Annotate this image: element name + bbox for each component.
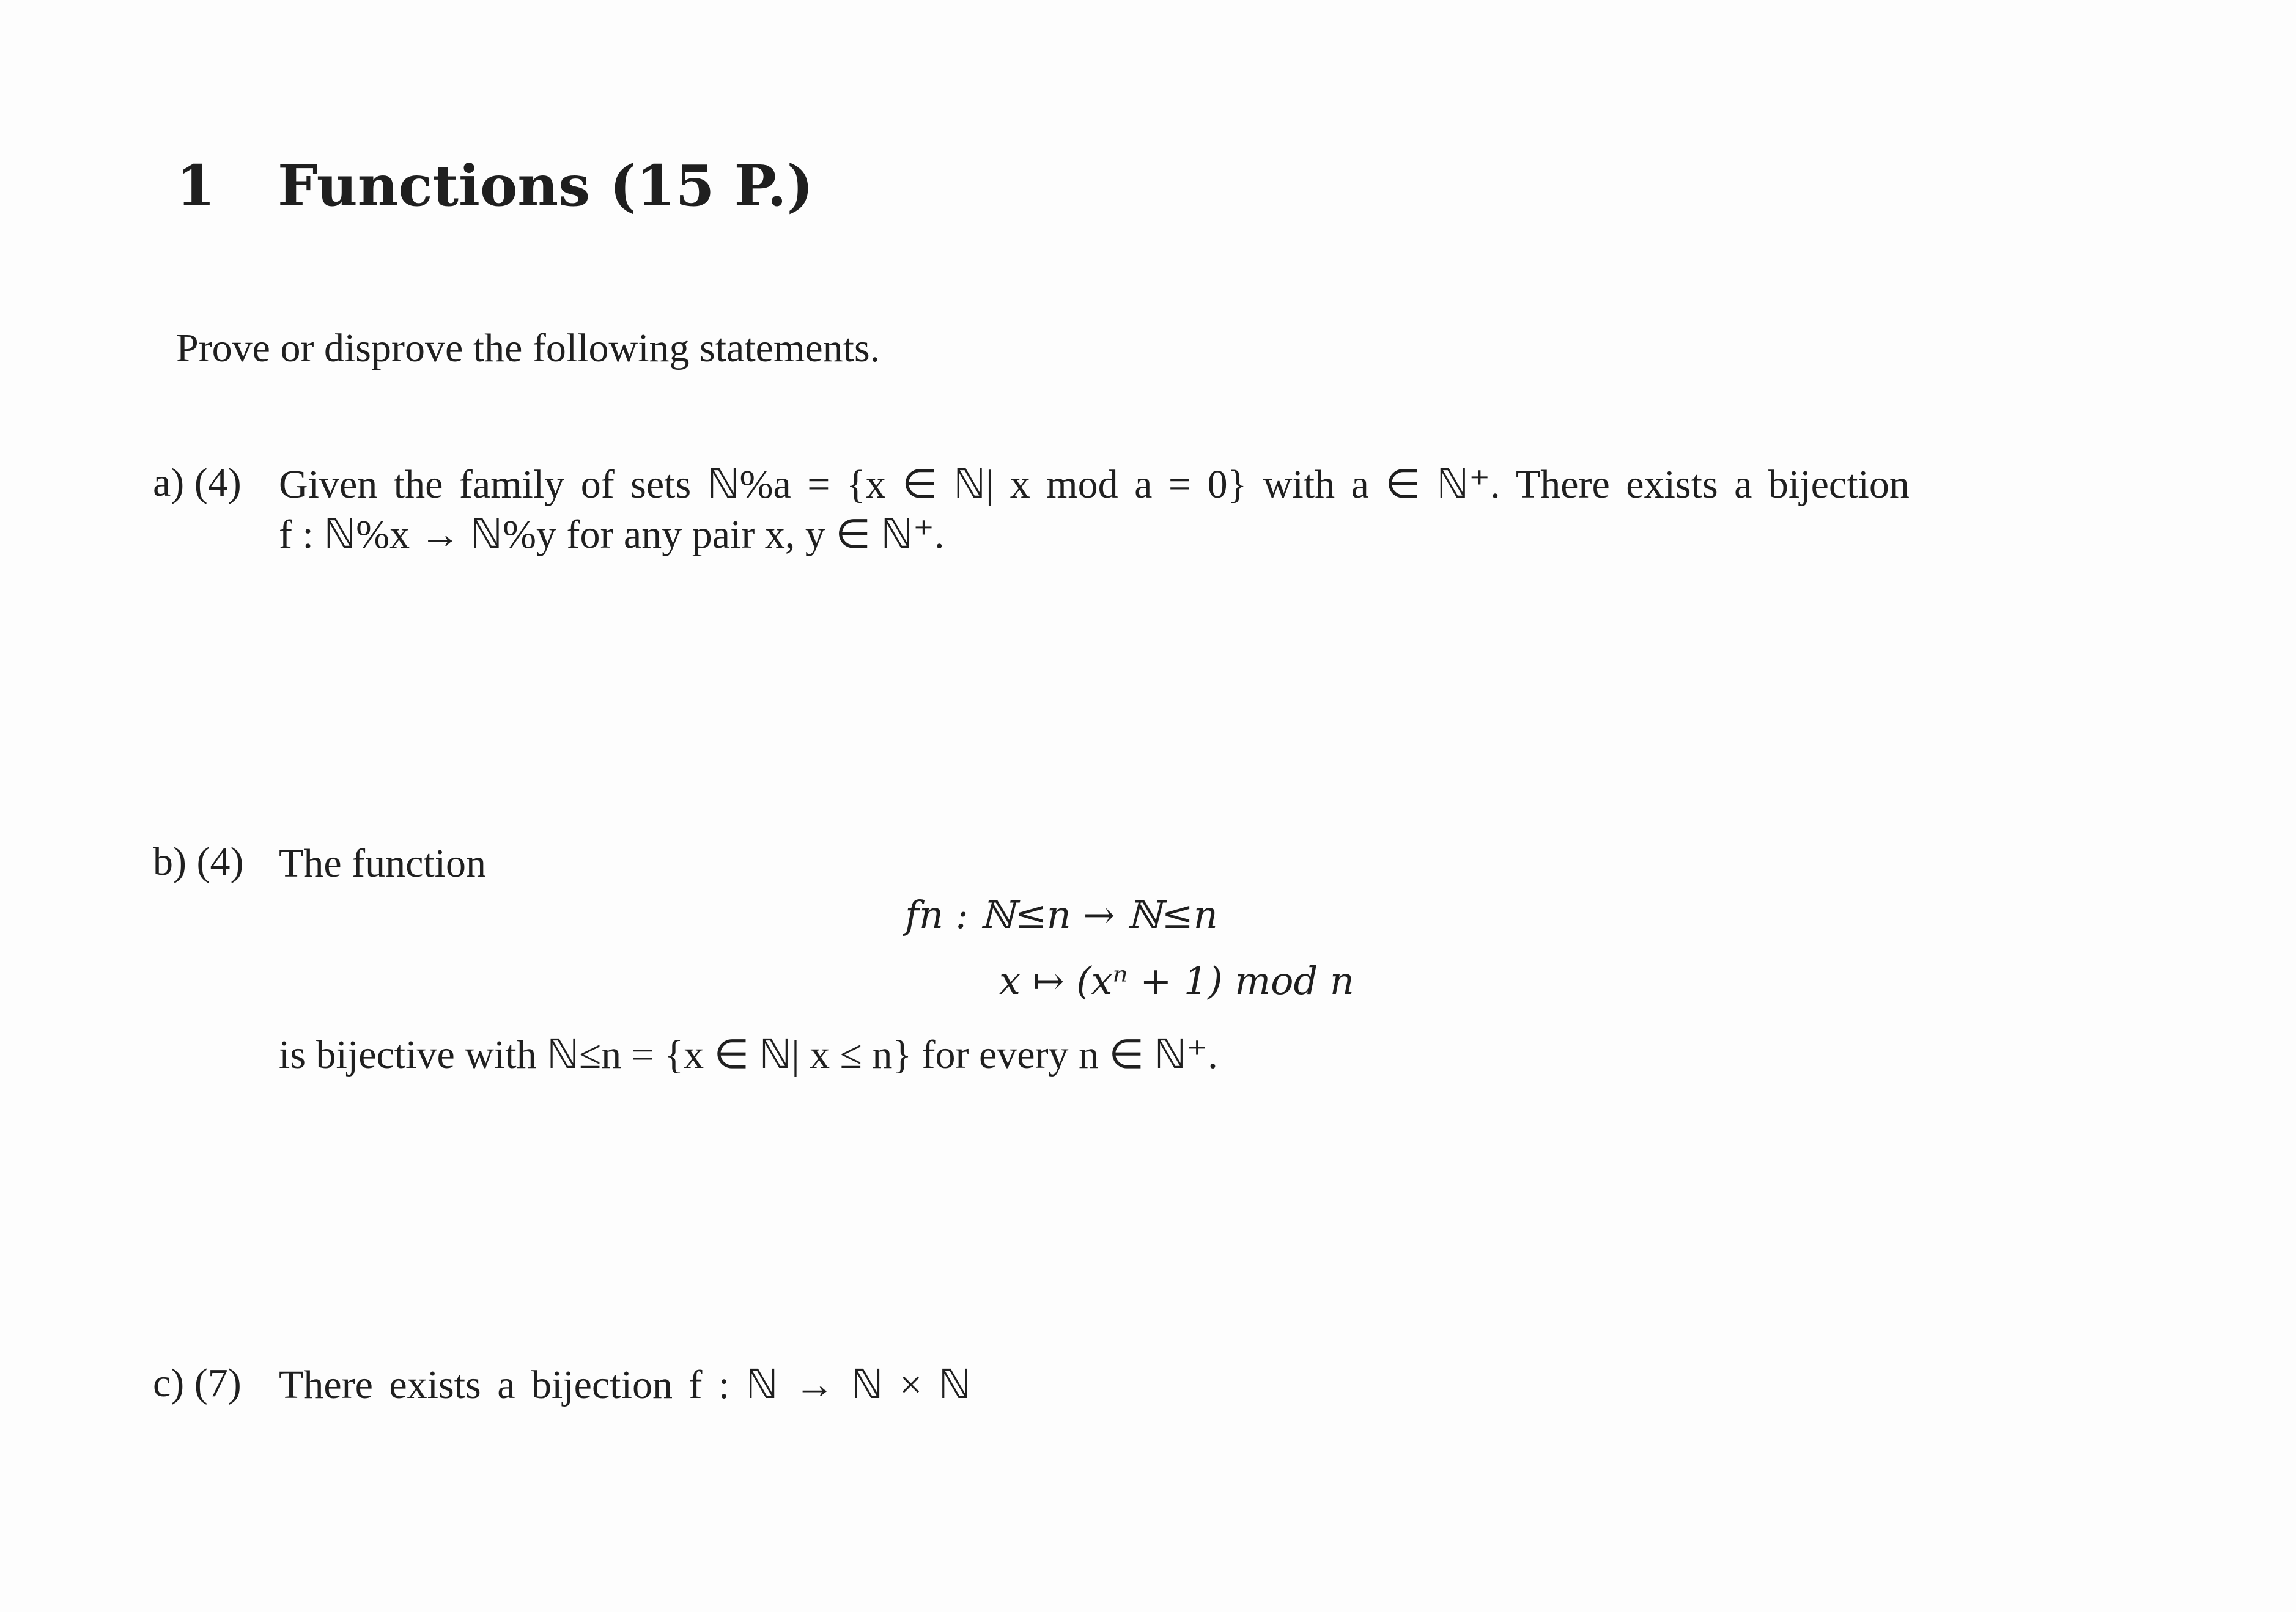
statement-b-equation-1: fn : ℕ≤n → ℕ≤n xyxy=(905,892,1218,937)
statement-b-condition: is bijective with ℕ≤n = {x ∈ ℕ| x ≤ n} for every n ∈ ℕ⁺. xyxy=(279,1032,1218,1077)
intro-text: Prove or disprove the following statements. xyxy=(176,326,880,370)
statement-a-line-1: Given the family of sets ℕ%a = {x ∈ ℕ| x mod a = 0} with a ∈ ℕ⁺. There exists a bijection xyxy=(279,462,1910,507)
statement-a-line-2: f : ℕ%x → ℕ%y for any pair x, y ∈ ℕ⁺. xyxy=(279,512,945,557)
statement-c-body xyxy=(279,1360,2122,1410)
section-number: 1 xyxy=(176,153,216,219)
section-title: Functions (15 P.) xyxy=(278,153,814,219)
statement-c-marker: c) (7) xyxy=(153,1361,242,1405)
statement-a-marker: a) (4) xyxy=(153,460,242,505)
statement-a-body xyxy=(279,460,2122,560)
statement-c-line-1: There exists a bijection f : ℕ → ℕ × ℕ xyxy=(279,1363,971,1407)
statement-b-intro: The function xyxy=(279,841,487,886)
statement-b-marker: b) (4) xyxy=(153,839,244,884)
statement-b-equation-2: x ↦ (xⁿ + 1) mod n xyxy=(999,959,1354,1003)
section-heading xyxy=(176,153,814,219)
